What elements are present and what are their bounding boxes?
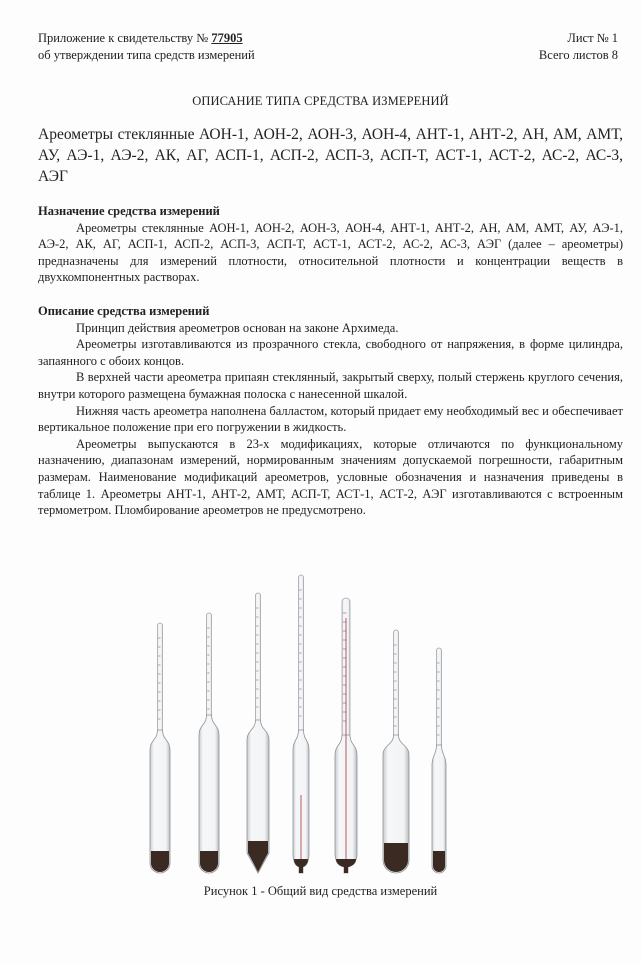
description-paragraph: Ареометры выпускаются в 23-х модификациях, которые отличаются по функциональному назначению, диапазонам измерений, нормированным значениям допускаемой погрешности, габаритным размерам. Наименование модификаций ареометров, условные обозначения и назначения приведены в таблице 1. Ареометры АНТ-1, АНТ-2, АМТ, АСП-Т, АСТ-1, АСТ-2, АЭГ изготавливаются с встроенным термометром. Пломбирование ареометров не предусмотрено.: [38, 436, 623, 518]
description-paragraph: Нижняя часть ареометра наполнена балластом, который придает ему необходимый вес и обеспечивает вертикальное положение при его погружении в жидкость.: [38, 403, 623, 435]
ballast: [151, 851, 169, 872]
certificate-number: 77905: [211, 31, 243, 45]
sheet-number: Лист № 1: [567, 31, 618, 45]
device-name: Ареометры стеклянные АОН-1, АОН-2, АОН-3, АОН-4, АНТ-1, АНТ-2, АН, АМ, АМТ, АУ, АЭ-1, АЭ-2, АК, АГ, АСП-1, АСП-2, АСП-3, АСП-Т, АСТ-1, АСТ-2, АС-2, АС-3, АЭГ: [38, 126, 623, 185]
hydrometers-photo: [130, 565, 470, 880]
ballast: [248, 841, 268, 872]
description-heading: Описание средства измерений: [38, 304, 210, 318]
purpose-text: Ареометры стеклянные АОН-1, АОН-2, АОН-3, АОН-4, АНТ-1, АНТ-2, АН, АМ, АМТ, АУ, АЭ-1, АЭ-2, АК, АГ, АСП-1, АСП-2, АСП-3, АСП-Т, АСТ-1, АСТ-2, АС-2, АС-3, АЭГ (далее – ареометры) предназначены для измерений плотности, относительной плотности и концентрации веществ в двухкомпонентных растворах.: [38, 220, 623, 285]
figure-caption: Рисунок 1 - Общий вид средства измерений: [203, 884, 438, 898]
hydrometer-stem: [394, 630, 399, 737]
ballast: [384, 843, 408, 872]
ballast: [433, 851, 445, 872]
purpose-heading: Назначение средства измерений: [38, 204, 220, 218]
document-title: ОПИСАНИЕ ТИПА СРЕДСТВА ИЗМЕРЕНИЙ: [192, 94, 449, 108]
appendix-header: [38, 30, 255, 64]
purpose-section: [38, 203, 623, 286]
hydrometer-body: [199, 715, 219, 873]
hydrometer-stem: [158, 623, 163, 732]
ballast: [294, 859, 308, 873]
description-paragraph: Ареометры изготавливаются из прозрачного стекла, свободного от напряжения, в форме цилиндра, запаянного с обоих концов.: [38, 337, 623, 368]
total-sheets: Всего листов 8: [538, 48, 618, 62]
hydrometer-stem: [207, 613, 212, 717]
description-section: [38, 303, 623, 519]
description-paragraph: В верхней части ареометра припаян стеклянный, закрытый сверху, полый стержень круглого сечения, внутри которого размещена бумажная полоска с нанесенной шкалой.: [38, 370, 623, 401]
appendix-line-1: Приложение к свидетельству № 77905: [38, 31, 243, 45]
ballast: [200, 851, 218, 872]
appendix-line-2: об утверждении типа средств измерений: [38, 48, 255, 62]
hydrometer-stem: [256, 593, 261, 722]
sheet-info: [539, 30, 618, 64]
ballast: [336, 859, 356, 873]
description-paragraph: Принцип действия ареометров основан на законе Архимеда.: [76, 320, 399, 335]
hydrometer-stem: [299, 575, 304, 732]
